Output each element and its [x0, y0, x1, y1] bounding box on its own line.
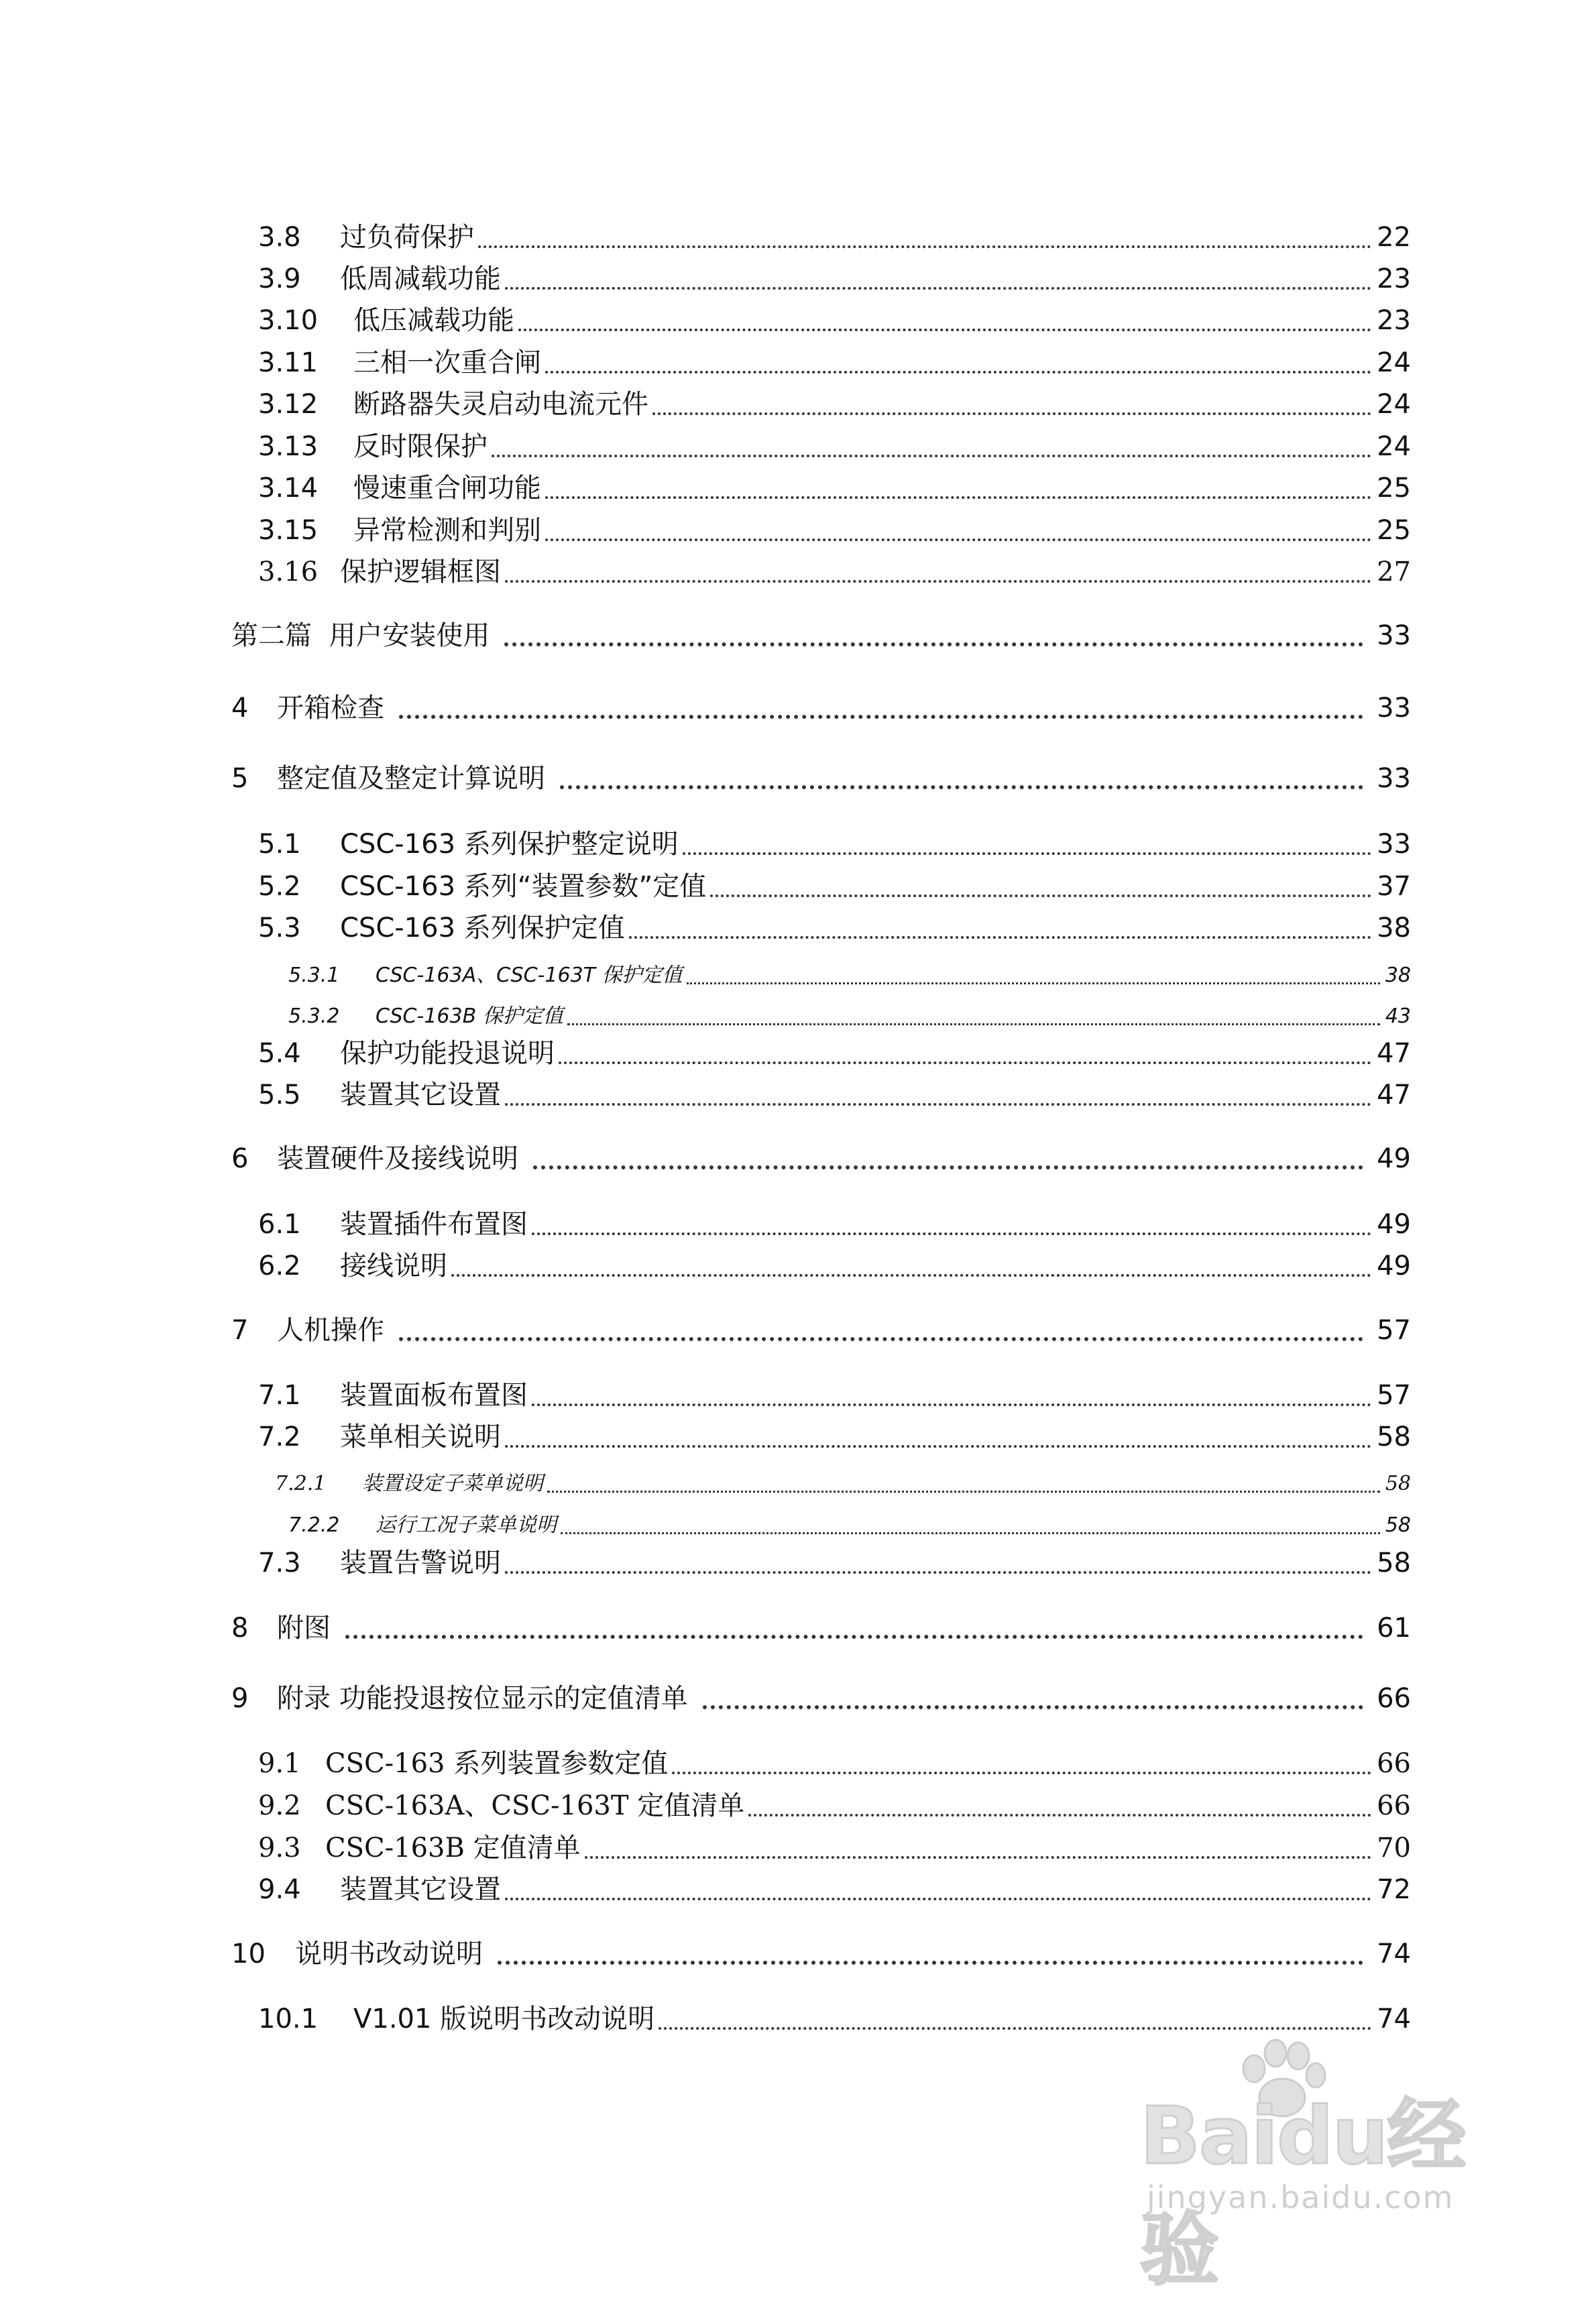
toc-entry[interactable] [258, 1824, 1411, 1865]
toc-page: 37 [1377, 871, 1411, 902]
toc-entry[interactable] [258, 862, 1411, 904]
toc-entry[interactable] [258, 1782, 1411, 1823]
toc-number: 9.1 [258, 1748, 301, 1779]
toc-page: 23 [1377, 264, 1411, 294]
toc-entry[interactable] [258, 506, 1411, 548]
toc-entry[interactable] [258, 820, 1411, 862]
toc-title: 附图 [277, 1613, 331, 1644]
toc-title: 开箱检查 [277, 693, 384, 724]
dot-leader [545, 496, 1371, 499]
toc-entry[interactable] [258, 380, 1411, 422]
toc-title: 慢速重合闸功能 [353, 473, 541, 504]
toc-page: 72 [1377, 1874, 1411, 1905]
toc-page: 24 [1377, 347, 1411, 378]
toc-page: 66 [1377, 1683, 1411, 1714]
toc-number: 7.2 [258, 1422, 301, 1452]
dot-leader [451, 1274, 1371, 1277]
toc-title: 装置其它设置 [340, 1874, 501, 1905]
toc-number: 10.1 [258, 2004, 319, 2034]
toc-entry[interactable] [258, 1029, 1411, 1071]
toc-page: 25 [1377, 515, 1411, 546]
toc-page: 43 [1385, 1004, 1411, 1028]
toc-title: 附录 功能投退按位显示的定值清单 [277, 1683, 688, 1714]
dot-leader [532, 1232, 1371, 1235]
dot-leader [748, 1814, 1371, 1817]
toc-entry[interactable] [258, 1413, 1411, 1454]
toc-entry[interactable] [258, 255, 1411, 296]
toc-entry[interactable] [258, 339, 1411, 380]
toc-page: 49 [1377, 1143, 1411, 1174]
toc-title: CSC-163A、CSC-163T 定值清单 [325, 1790, 745, 1821]
dot-leader [498, 1961, 1363, 1965]
toc-number: 9 [231, 1683, 249, 1714]
toc-number: 6 [231, 1143, 249, 1174]
dot-leader [505, 1571, 1371, 1574]
dot-leader [345, 1635, 1363, 1639]
toc-page: 22 [1377, 222, 1411, 253]
toc-page: 27 [1377, 557, 1411, 587]
dot-leader [659, 2027, 1371, 2030]
toc-chapter[interactable] [231, 754, 1411, 796]
toc-subentry[interactable] [288, 989, 1411, 1031]
toc-page: 74 [1377, 1939, 1411, 1969]
dot-leader [504, 642, 1363, 646]
watermark-brand: Baidu经验 [1140, 2089, 1465, 2296]
dot-leader [560, 785, 1363, 789]
toc-entry[interactable] [258, 213, 1411, 255]
toc-title: 装置告警说明 [340, 1548, 501, 1578]
toc-title: 保护功能投退说明 [340, 1038, 555, 1069]
toc-number: 3.9 [258, 264, 301, 294]
toc-page: 58 [1377, 1422, 1411, 1452]
toc-number: 3.14 [258, 473, 319, 504]
toc-title: CSC-163B 保护定值 [376, 1004, 563, 1028]
toc-title: CSC-163 系列保护整定说明 [340, 829, 679, 860]
toc-entry[interactable] [258, 464, 1411, 506]
toc-number: 3.11 [258, 347, 319, 378]
toc-number: 5 [231, 763, 249, 794]
toc-title: 说明书改动说明 [295, 1939, 483, 1969]
toc-title: 接线说明 [340, 1251, 447, 1281]
dot-leader [683, 852, 1371, 855]
toc-number: 5.3.1 [288, 964, 340, 987]
toc-page: 58 [1385, 1513, 1411, 1537]
toc-number: 5.3.2 [288, 1004, 340, 1028]
toc-number: 7.1 [258, 1380, 301, 1411]
dot-leader [585, 1856, 1372, 1859]
toc-page: 24 [1377, 389, 1411, 420]
toc-page: 33 [1377, 693, 1411, 724]
toc-page: 38 [1377, 913, 1411, 943]
toc-number: 5.3 [258, 913, 301, 943]
dot-leader [687, 982, 1380, 984]
toc-title: 异常检测和判别 [353, 515, 541, 546]
toc-number: 9.3 [258, 1833, 301, 1863]
toc-title: CSC-163 系列“装置参数”定值 [340, 871, 707, 902]
toc-page: 58 [1377, 1548, 1411, 1578]
toc-number: 8 [231, 1613, 249, 1644]
dot-leader [399, 1337, 1363, 1341]
dot-leader [703, 1705, 1363, 1709]
toc-entry[interactable] [258, 1371, 1411, 1413]
toc-page: 23 [1377, 305, 1411, 336]
dot-leader [478, 245, 1371, 248]
watermark-url: jingyan.baidu.com [1147, 2179, 1455, 2216]
toc-title: 装置面板布置图 [340, 1380, 528, 1411]
toc-chapter[interactable] [231, 1135, 1411, 1176]
baidu-jingyan-watermark [1133, 2038, 1509, 2296]
toc-number: 10 [231, 1939, 266, 1969]
toc-title: 断路器失灵启动电流元件 [353, 389, 648, 420]
toc-chapter[interactable] [231, 1930, 1411, 1971]
toc-title: 反时限保护 [353, 431, 488, 462]
toc-number: 4 [231, 693, 249, 724]
dot-leader [505, 1898, 1371, 1900]
toc-page: 25 [1377, 473, 1411, 504]
dot-leader [547, 1491, 1380, 1493]
dot-leader [545, 371, 1371, 373]
toc-title: 过负荷保护 [340, 222, 474, 253]
toc-title: CSC-163 系列保护定值 [340, 913, 625, 943]
dot-leader [533, 1165, 1363, 1169]
toc-entry[interactable] [258, 1242, 1411, 1283]
toc-title: V1.01 版说明书改动说明 [353, 2004, 655, 2034]
toc-entry[interactable] [258, 1739, 1411, 1781]
toc-subentry[interactable] [288, 1498, 1411, 1540]
dot-leader [559, 1061, 1371, 1064]
toc-chapter[interactable] [231, 1306, 1411, 1348]
toc-page: 33 [1377, 829, 1411, 860]
toc-entry[interactable] [258, 548, 1411, 589]
toc-number: 3.12 [258, 389, 319, 420]
toc-number: 7.3 [258, 1548, 301, 1578]
toc-entry[interactable] [258, 296, 1411, 338]
toc-entry[interactable] [258, 422, 1411, 464]
toc-title: 三相一次重合闸 [353, 347, 541, 378]
dot-leader [518, 329, 1371, 331]
toc-page: 24 [1377, 431, 1411, 462]
toc-page: 47 [1377, 1080, 1411, 1110]
dot-leader [710, 895, 1371, 897]
toc-page: 61 [1377, 1613, 1411, 1644]
toc-title: 菜单相关说明 [340, 1422, 501, 1452]
dot-leader [567, 1023, 1380, 1025]
toc-number: 3.16 [258, 557, 319, 587]
toc-chapter[interactable] [231, 1604, 1411, 1646]
dot-leader [532, 1403, 1371, 1406]
toc-page: 66 [1377, 1790, 1411, 1821]
dot-leader [629, 936, 1371, 939]
toc-title: 装置插件布置图 [340, 1209, 528, 1240]
toc-page: 49 [1377, 1251, 1411, 1281]
dot-leader [672, 1772, 1371, 1774]
toc-number: 9.4 [258, 1874, 301, 1905]
toc-page: 38 [1385, 964, 1411, 987]
toc-entry[interactable] [258, 1539, 1411, 1580]
toc-chapter[interactable] [231, 684, 1411, 726]
toc-title: 装置设定子菜单说明 [362, 1472, 543, 1495]
toc-entry[interactable] [258, 1865, 1411, 1907]
toc-number: 3.13 [258, 431, 319, 462]
toc-title: 人机操作 [277, 1315, 384, 1346]
toc-entry[interactable] [258, 1995, 1411, 2036]
toc-number: 6.2 [258, 1251, 301, 1281]
toc-title: 低压减载功能 [353, 305, 514, 336]
toc-page: 66 [1377, 1748, 1411, 1779]
toc-entry[interactable] [258, 904, 1411, 945]
toc-page: 49 [1377, 1209, 1411, 1240]
toc-entry[interactable] [258, 1071, 1411, 1112]
toc-page: 47 [1377, 1038, 1411, 1069]
toc-number: 3.15 [258, 515, 319, 546]
toc-title: 低周减载功能 [340, 264, 501, 294]
toc-title: CSC-163A、CSC-163T 保护定值 [376, 964, 683, 987]
toc-title: CSC-163B 定值清单 [325, 1833, 581, 1863]
toc-number: 5.1 [258, 829, 301, 860]
toc-page: 57 [1377, 1380, 1411, 1411]
toc-title: CSC-163 系列装置参数定值 [325, 1748, 669, 1779]
dot-leader [505, 1445, 1371, 1448]
toc-page: 33 [1377, 763, 1411, 794]
toc-subentry[interactable] [288, 948, 1411, 990]
dot-leader [399, 715, 1363, 719]
dot-leader [561, 1532, 1380, 1534]
toc-number: 3.10 [258, 305, 319, 336]
toc-number: 5.2 [258, 871, 301, 902]
toc-entry[interactable] [258, 1200, 1411, 1242]
dot-leader [652, 412, 1371, 415]
toc-number: 7.2.1 [275, 1472, 327, 1495]
dot-leader [505, 580, 1371, 583]
toc-title: 保护逻辑框图 [340, 557, 501, 587]
toc-number: 7 [231, 1315, 249, 1346]
toc-number: 5.4 [258, 1038, 301, 1069]
dot-leader [545, 538, 1371, 541]
toc-page: 58 [1385, 1472, 1411, 1495]
toc-page: 74 [1377, 2004, 1411, 2034]
toc-number: 5.5 [258, 1080, 301, 1110]
toc-title: 运行工况子菜单说明 [376, 1513, 557, 1537]
toc-chapter[interactable] [231, 1674, 1411, 1716]
toc-number: 7.2.2 [288, 1513, 340, 1537]
toc-title: 装置硬件及接线说明 [277, 1143, 518, 1174]
toc-subentry[interactable] [275, 1456, 1411, 1498]
toc-part-heading[interactable] [231, 612, 1411, 653]
dot-leader [505, 1103, 1371, 1106]
toc-title: 整定值及整定计算说明 [277, 763, 545, 794]
toc-title: 第二篇 用户安装使用 [231, 620, 490, 651]
toc-page: 33 [1377, 620, 1411, 651]
dot-leader [492, 455, 1371, 457]
toc-number: 9.2 [258, 1790, 301, 1821]
toc-page: 70 [1377, 1833, 1411, 1863]
dot-leader [505, 287, 1371, 290]
toc-number: 3.8 [258, 222, 301, 253]
toc-title: 装置其它设置 [340, 1080, 501, 1110]
toc-number: 6.1 [258, 1209, 301, 1240]
toc-page: 57 [1377, 1315, 1411, 1346]
